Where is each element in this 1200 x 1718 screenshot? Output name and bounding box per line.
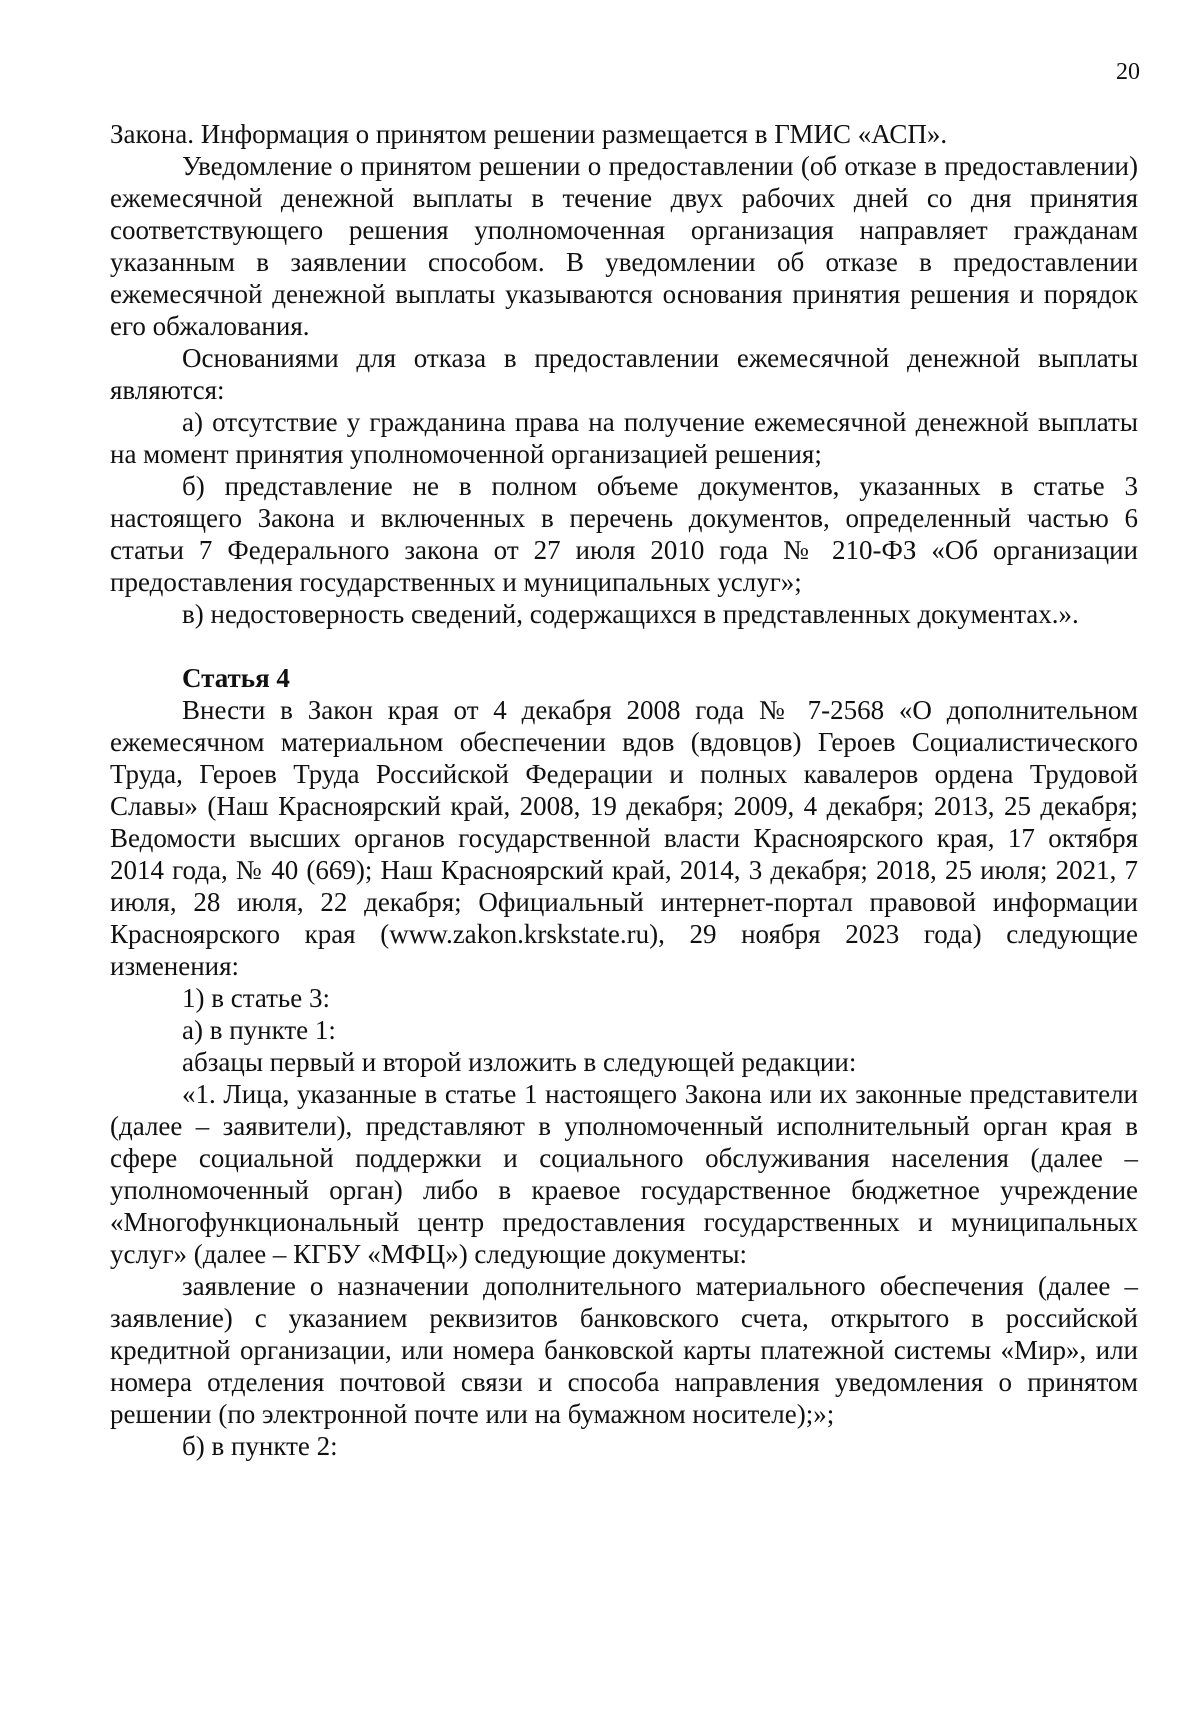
- paragraph-article-3: 1) в статье 3:: [182, 983, 330, 1013]
- paragraph-point-2: б) в пункте 2:: [182, 1431, 338, 1461]
- article-heading: Статья 4: [182, 663, 290, 693]
- list-item-b: б) представление не в полном объеме документов, указанных в статье 3 настоящего Закона и включенных в перечень документов, определенный частью 6 статьи 7 Федерального закона от 27 июля 2010 года № 210-ФЗ «Об организации предоставления государственных и муниципальных услуг»;: [110, 471, 1138, 597]
- list-item-v: в) недостоверность сведений, содержащихся в представленных документах.».: [182, 599, 1079, 629]
- paragraph-new-text-2: заявление о назначении дополнительного материального обеспечения (далее – заявление) с указанием реквизитов банковского счета, открытого в российской кредитной организации, или номера банковской карты платежной системы «Мир», или номера отделения почтовой связи и способа направления уведомления о принятом решении (по электронной почте или на бумажном носителе);»;: [110, 1271, 1138, 1429]
- paragraph-edit-instruction: абзацы первый и второй изложить в следующей редакции:: [182, 1047, 857, 1077]
- paragraph-notification: Уведомление о принятом решении о предоставлении (об отказе в предоставлении) ежемесячной денежной выплаты в течение двух рабочих дней со дня принятия соответствующего решения уполномоченная организация направляет гражданам указанным в заявлении способом. В уведомлении об отказе в предоставлении ежемесячной денежной выплаты указываются основания принятия решения и порядок его обжалования.: [110, 151, 1138, 341]
- paragraph-continuation: Закона. Информация о принятом решении размещается в ГМИС «АСП».: [110, 119, 948, 149]
- document-body: [110, 118, 1138, 1462]
- paragraph-refusal-grounds: Основаниями для отказа в предоставлении ежемесячной денежной выплаты являются:: [110, 343, 1138, 405]
- paragraph-point-1: а) в пункте 1:: [182, 1015, 336, 1045]
- page-number: 20: [1116, 59, 1140, 85]
- list-item-a: а) отсутствие у гражданина права на получение ежемесячной денежной выплаты на момент принятия уполномоченной организацией решения;: [110, 407, 1138, 469]
- paragraph-amendment-intro: Внести в Закон края от 4 декабря 2008 года № 7-2568 «О дополнительном ежемесячном материальном обеспечении вдов (вдовцов) Героев Социалистического Труда, Героев Труда Российской Федерации и полных кавалеров ордена Трудовой Славы» (Наш Красноярский край, 2008, 19 декабря; 2009, 4 декабря; 2013, 25 декабря; Ведомости высших органов государственной власти Красноярского края, 17 октября 2014 года, № 40 (669); Наш Красноярский край, 2014, 3 декабря; 2018, 25 июля; 2021, 7 июля, 28 июля, 22 декабря; Официальный интернет-портал правовой информации Красноярского края (www.zakon.krskstate.ru), 29 ноября 2023 года) следующие изменения:: [110, 695, 1138, 981]
- paragraph-new-text-1: «1. Лица, указанные в статье 1 настоящего Закона или их законные представители (далее – заявители), представляют в уполномоченный исполнительный орган края в сфере социальной поддержки и социального обслуживания населения (далее – уполномоченный орган) либо в краевое государственное бюджетное учреждение «Многофункциональный центр предоставления государственных и муниципальных услуг» (далее – КГБУ «МФЦ») следующие документы:: [110, 1079, 1138, 1269]
